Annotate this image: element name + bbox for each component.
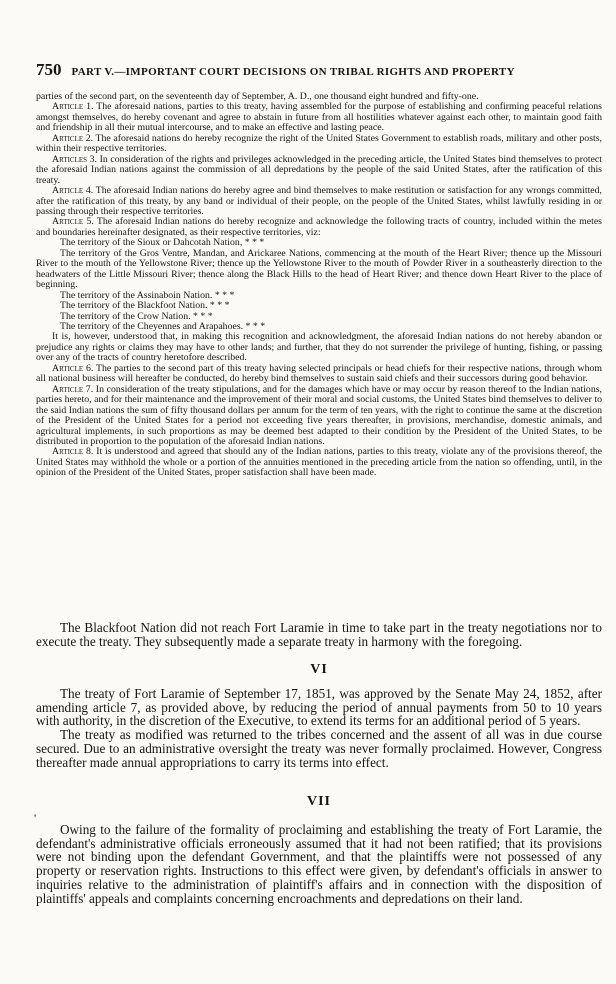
article-text: 4. The aforesaid Indian nations do hereby agree and bind themselves to make restitution or satisfaction for any wrongs committed, after the ratification of this treaty, by any band or individual of their people, on the people of the United States, whilst lawfully residing in or passing through their respective territories. — [36, 185, 602, 217]
article-4 — [36, 186, 602, 217]
blackfoot-paragraph-block — [36, 621, 602, 648]
territory-gros-ventre: The territory of the Gros Ventre, Mandan, and Arickaree Nations, commencing at the mouth of the Heart River; thence up the Missouri River to the mouth of the Yellowstone River; thence up the Yellowstone River to the mouth of Powder River in a southeasterly direction to the headwaters of the Little Missouri River; thence along the Black Hills to the head of Heart River; and thence down Heart River to the place of beginning. — [36, 247, 602, 291]
article-text: 1. The aforesaid nations, parties to this treaty, having assembled for the purpose of establishing and confirming peaceful relations amongst themselves, do hereby covenant and agree to abstain in future from all hostilities whatever against each other, to maintain good faith and friendship in all their mutual intercourse, and to make an effective and lasting peace. — [36, 101, 602, 134]
article-label: Article — [52, 383, 84, 395]
reservation-of-rights: It is, however, understood that, in making this recognition and acknowledgment, the aforesaid Indian nations do not hereby abandon or prejudice any rights or claims they may have to other lands; and further, that they do not surrender the privilege of hunting, fishing, or passing over any of the tracts of country heretofore described. — [36, 331, 602, 364]
article-text: 5. The aforesaid Indian nations do hereby recognize and acknowledge the following tracts of country, included within the metes and boundaries hereinafter designated, as their respective territories, viz: — [36, 216, 602, 238]
treaty-excerpt — [36, 92, 602, 479]
article-5 — [36, 217, 602, 238]
territory-cheyennes: The territory of the Cheyennes and Arapahoes. * * * — [60, 320, 266, 332]
article-text: 3. In consideration of the rights and privileges acknowledged in the preceding article, the United States bind themselves to protect the aforesaid Indian nations against the commission of all depredations by the people of the said United States, after the ratification of this treaty. — [36, 153, 602, 186]
section-vi-paragraph-2: The treaty as modified was returned to the tribes concerned and the assent of all was in due course secured. Due to an administrative oversight the treaty was never formally proclaimed. However, Congress thereafter made annual appropriations to carry its terms into effect. — [36, 727, 602, 770]
article-1 — [36, 102, 602, 133]
section-vi-paragraph-1: The treaty of Fort Laramie of September 17, 1851, was approved by the Senate May 24, 1852, after amending article 7, as provided above, by reducing the period of annual payments from 50 to 10 years with authority, in the discretion of the Executive, to extend its terms for an additional period of 5 years. — [36, 686, 602, 729]
section-vi-text — [36, 687, 602, 769]
territory-sioux: The territory of the Sioux or Dahcotah Nation, * * * — [60, 237, 265, 249]
article-3 — [36, 155, 602, 186]
margin-mark: ' — [34, 811, 37, 825]
blackfoot-paragraph: The Blackfoot Nation did not reach Fort Laramie in time to take part in the treaty negotiations nor to execute the treaty. They subsequently made a separate treaty in harmony with the foregoing. — [36, 620, 602, 649]
page-number: 750 — [36, 60, 62, 79]
article-label: Article — [52, 446, 84, 458]
section-vii-text — [36, 823, 602, 905]
territory-blackfoot: The territory of the Blackfoot Nation. * * * — [60, 300, 230, 312]
article-text: 6. The parties to the second part of this treaty having selected principals or head chiefs for their respective nations, through whom all national business will hereafter be conducted, do hereby bind themselves to sustain said chiefs and their successors during good behavior. — [36, 362, 602, 385]
article-label: Article — [52, 132, 84, 144]
article-text: 8. It is understood and agreed that should any of the Indian nations, parties to this treaty, violate any of the provisions thereof, the United States may withhold the whole or a portion of the annuities mentioned in the preceding article from the nation so offending, until, in the opinion of the President of the United States, proper satisfaction shall have been made. — [36, 446, 602, 479]
article-6 — [36, 364, 602, 385]
territory-assinaboin: The territory of the Assinaboin Nation. * * * — [60, 289, 235, 301]
article-label: Article — [52, 216, 84, 228]
territory-crow: The territory of the Crow Nation. * * * — [60, 310, 213, 322]
running-title: PART V.—IMPORTANT COURT DECISIONS ON TRIBAL RIGHTS AND PROPERTY — [71, 66, 515, 78]
page-header — [36, 60, 596, 86]
article-8 — [36, 447, 602, 478]
article-label: Article — [52, 185, 84, 197]
article-label: Articles — [52, 153, 88, 165]
article-text: 7. In consideration of the treaty stipulations, and for the damages which have or may occur by reason thereof to the Indian nations, parties hereto, and for their maintenance and the improvement of their moral and social customs, the United States bind themselves to deliver to the said Indian nations the sum of fifty thousand dollars per annum for the term of ten years, with the right to continue the same at the discretion of the President of the United States for a period not exceeding five years thereafter, in provisions, merchandise, domestic animals, and agricultural implements, in such proportions as may be deemed best adapted to their condition by the President of the United States, to be distributed in proportion to the population of the aforesaid Indian nations. — [36, 383, 602, 447]
article-label: Article — [52, 101, 84, 113]
article-text: 2. The aforesaid nations do hereby recognize the right of the United States Government to establish roads, military and other posts, within their respective territories. — [36, 132, 602, 155]
section-heading-vii: VII — [306, 794, 331, 809]
treaty-intro: parties of the second part, on the seventeenth day of September, A. D., one thousand eight hundred and fifty-one. — [36, 91, 479, 102]
section-heading-vi: VI — [310, 662, 328, 677]
article-2 — [36, 134, 602, 155]
section-vii-paragraph-1: Owing to the failure of the formality of proclaiming and establishing the treaty of Fort Laramie, the defendant's administrative officials erroneously assumed that it had not been ratified; that its provisions were not binding upon the defendant Government, and that the plaintiffs were not possessed of any property or reservation rights. Instructions to this effect were given, by defendant's officials in answer to inquiries relative to the administration of plaintiff's affairs and in connection with the disposition of plaintiffs' appeals and complaints concerning encroachments and depredations on their land. — [36, 822, 602, 906]
article-label: Article — [52, 362, 84, 374]
article-7 — [36, 385, 602, 448]
